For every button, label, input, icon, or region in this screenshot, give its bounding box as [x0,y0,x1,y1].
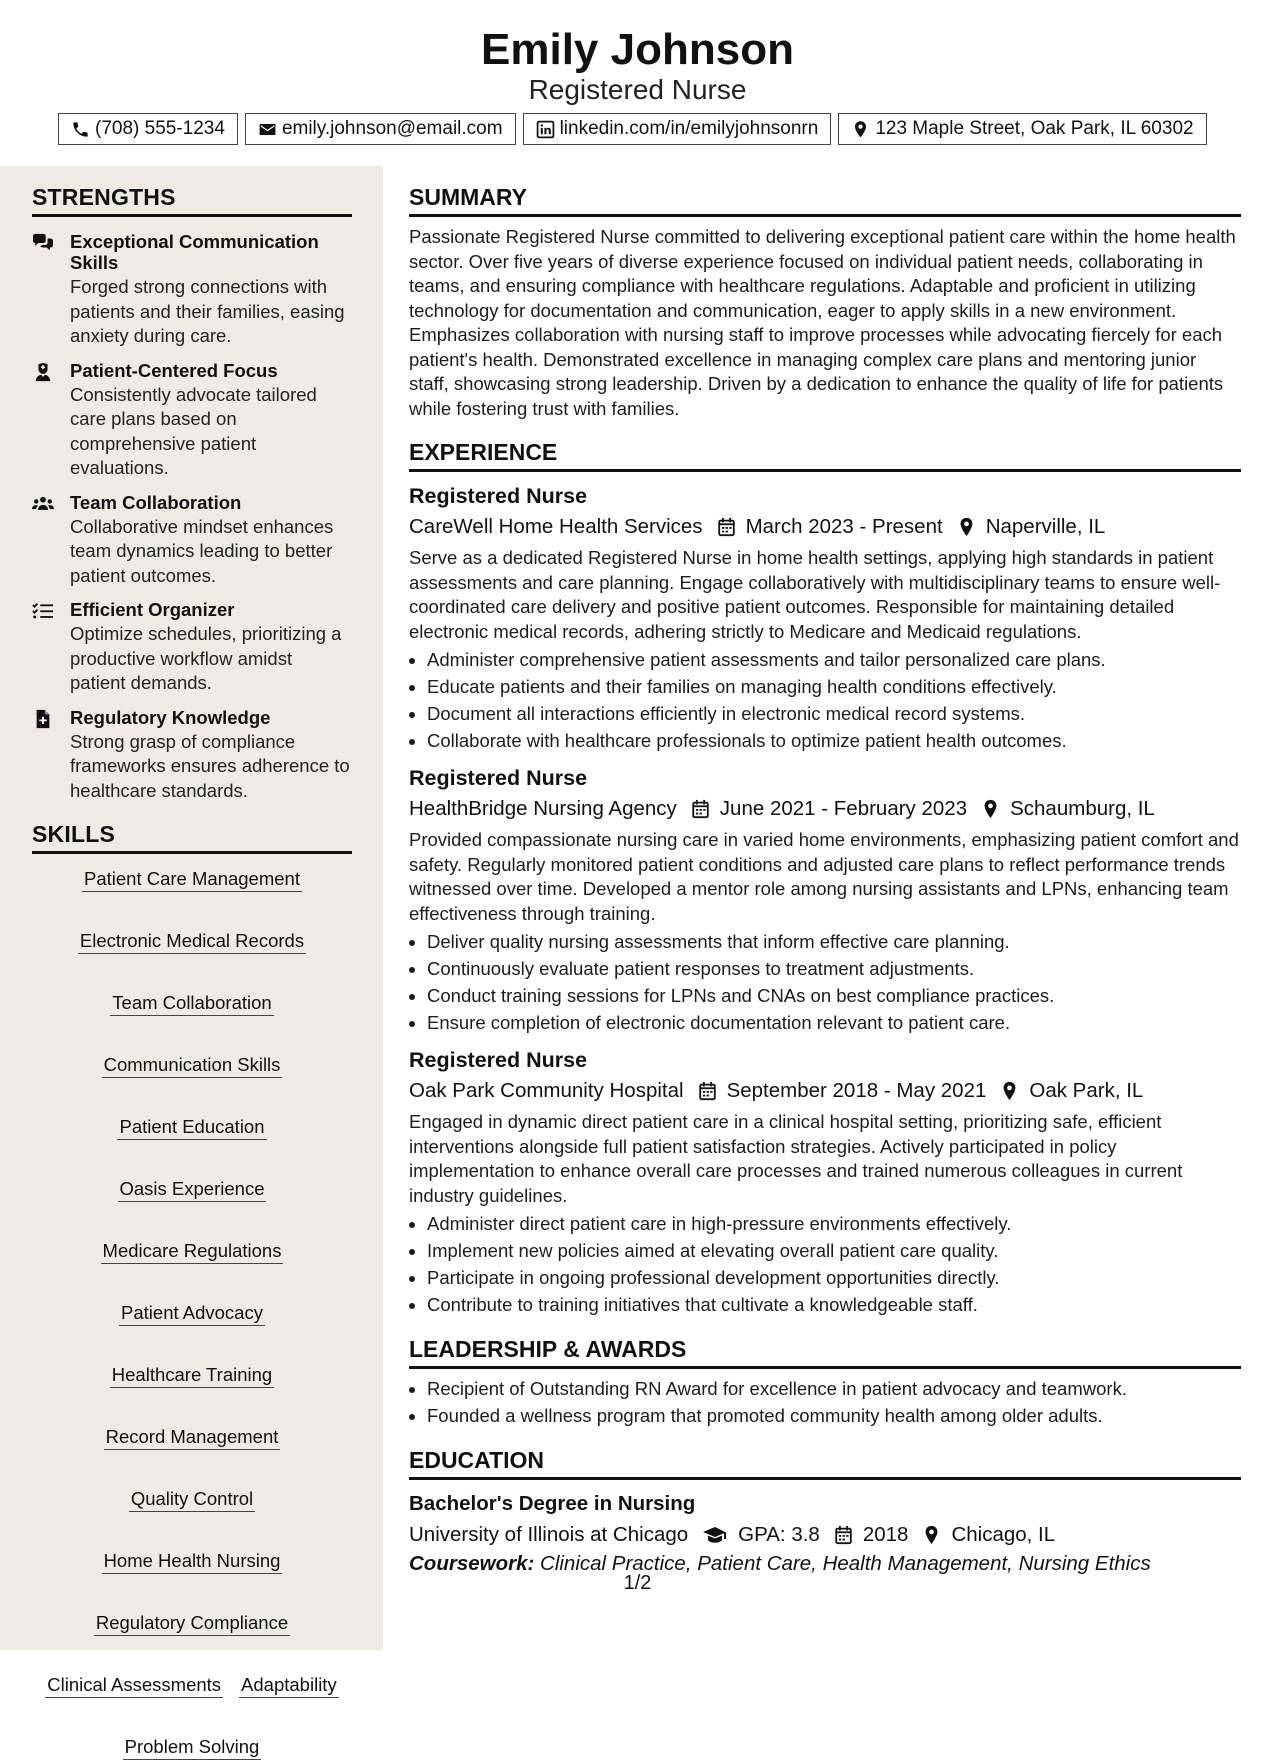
strength-title: Exceptional Communication Skills [70,231,319,273]
contact-bar [58,113,1207,145]
strength-item [32,492,352,589]
calendar-icon [698,1081,717,1101]
strength-item [32,360,352,481]
strength-desc: Consistently advocate tailored care plans based on comprehensive patient evaluations. [70,383,317,478]
leadership-bullets [409,1375,1241,1429]
experience-heading: EXPERIENCE [409,437,1241,472]
phone-icon [71,120,90,139]
skill-tag: Record Management [104,1426,281,1450]
job-location: Oak Park, IL [1029,1079,1144,1102]
people-group-icon [32,494,54,514]
skill-tag: Quality Control [129,1488,255,1512]
leadership-bullet: • Founded a wellness program that promoted community health among older adults. [427,1402,1241,1429]
chat-bubbles-icon [32,233,54,253]
skills-heading: SKILLS [32,819,352,854]
skill-tag: Medicare Regulations [101,1240,284,1264]
education-heading: EDUCATION [409,1445,1241,1480]
map-pin-icon [957,517,976,537]
contact-phone-text: (708) 555-1234 [95,118,225,139]
company-name: Oak Park Community Hospital [409,1079,684,1102]
job-bullets [409,646,1241,754]
skill-tag: Patient Education [117,1116,266,1140]
job-bullet: • Implement new policies aimed at elevating overall patient care quality. [427,1237,1241,1264]
strengths-heading: STRENGTHS [32,182,352,217]
job-bullet: • Contribute to training initiatives that cultivate a knowledgeable staff. [427,1291,1241,1318]
job-bullet: • Conduct training sessions for LPNs and CNAs on best compliance practices. [427,982,1241,1009]
skill-tag: Team Collaboration [110,992,273,1016]
job-bullet: • Administer direct patient care in high-pressure environments effectively. [427,1210,1241,1237]
strength-title: Team Collaboration [70,491,242,513]
job-description: Engaged in dynamic direct patient care in a clinical hospital setting, prioritizing safe, efficient interventions alongside full patient satisfaction strategies. Actively participated in policy implementation to enhance overall care processes and trained numerous colleagues in current industry guidelines. [409,1111,1183,1206]
strength-item [32,599,352,696]
contact-address[interactable] [838,113,1206,145]
strength-desc: Collaborative mindset enhances team dynamics leading to better patient outcomes. [70,515,334,586]
nurse-icon [32,362,54,382]
job-bullet: • Deliver quality nursing assessments that inform effective care planning. [427,928,1241,955]
job-bullet: • Document all interactions efficiently in electronic medical record systems. [427,700,1241,727]
contact-email[interactable] [245,113,516,145]
job-bullets [409,928,1241,1036]
job-dates: March 2023 - Present [745,515,943,538]
skill-tag: Patient Care Management [82,868,302,892]
coursework-label: Coursework: [409,1552,535,1575]
job-bullet: • Participate in ongoing professional development opportunities directly. [427,1264,1241,1291]
strength-desc: Strong grasp of compliance frameworks ensures adherence to healthcare standards. [70,730,350,801]
experience-entry [409,764,1241,1036]
contact-phone[interactable] [58,113,238,145]
calendar-icon [691,799,710,819]
contact-address-text: 123 Maple Street, Oak Park, IL 60302 [875,118,1194,139]
job-bullet: • Educate patients and their families on managing health conditions effectively. [427,673,1241,700]
school-location: Chicago, IL [951,1523,1056,1546]
job-bullet: • Administer comprehensive patient assessments and tailor personalized care plans. [427,646,1241,673]
skill-tag: Adaptability [239,1674,339,1698]
candidate-title: Registered Nurse [528,74,747,105]
checklist-icon [32,601,54,621]
skill-tag: Healthcare Training [110,1364,274,1388]
map-pin-icon [981,799,1000,819]
job-bullet: • Ensure completion of electronic documentation relevant to patient care. [427,1009,1241,1036]
skill-tag: Electronic Medical Records [78,930,306,954]
contact-linkedin-text: linkedin.com/in/emilyjohnsonrn [559,118,819,139]
education-meta [409,1520,1241,1550]
strength-title: Patient-Centered Focus [70,359,278,381]
job-title: Registered Nurse [409,484,588,508]
strength-title: Efficient Organizer [70,599,235,620]
job-description: Provided compassionate nursing care in varied home environments, emphasizing patient comfort and safety. Regularly monitored patient conditions and adjusted care plans to reflect performance trends witnessed over time. Developed a mentor role among nursing assistants and LPNs, enhancing team effectiveness through training. [409,829,1239,924]
contact-email-text: emily.johnson@email.com [281,118,503,139]
job-location: Naperville, IL [985,515,1106,538]
envelope-icon [258,120,277,139]
job-bullet: • Collaborate with healthcare professionals to optimize patient health outcomes. [427,727,1241,754]
skill-tag: Communication Skills [102,1054,283,1078]
degree-title: Bachelor's Degree in Nursing [409,1492,696,1515]
skills-list [32,868,352,1760]
job-title: Registered Nurse [409,1048,588,1072]
candidate-name: Emily Johnson [481,25,794,74]
sidebar [0,166,383,1757]
summary-text: Passionate Registered Nurse committed to delivering exceptional patient care within the home health sector. Over five years of diverse experience focused on individual patient needs, collaborating in teams, and ensuring compliance with healthcare regulations. Adaptable and proficient in utilizing technology for documentation and communication, eager to apply skills in a new environment. Emphasizes collaboration with nursing staff to improve processes while advocating fiercely for each patient's health. Demonstrated excellence in managing complex care plans and mentoring junior staff, showcasing strong leadership. Driven by a dedication to enhance the quality of life for patients while fostering trust with families. [409,226,1236,419]
experience-entry [409,1046,1241,1318]
job-dates: September 2018 - May 2021 [726,1079,987,1102]
skill-tag: Oasis Experience [118,1178,267,1202]
company-name: CareWell Home Health Services [409,515,703,538]
strength-item [32,707,352,804]
map-pin-icon [922,1525,941,1545]
skill-tag: Problem Solving [123,1736,262,1760]
map-pin-icon [1000,1081,1019,1101]
strength-desc: Optimize schedules, prioritizing a productive workflow amidst patient demands. [70,623,342,693]
job-description: Serve as a dedicated Registered Nurse in home health settings, applying high standards in patient assessments and care planning. Engage collaboratively with multidisciplinary teams to ensure well-coordinated care delivery and positive patient outcomes. Responsible for maintaining detailed electronic medical records, adhering strictly to Medicare and Medicaid regulations. [409,547,1221,642]
job-title: Registered Nurse [409,766,588,790]
school-name: University of Illinois at Chicago [409,1523,689,1546]
leadership-heading: LEADERSHIP & AWARDS [409,1334,1241,1369]
calendar-icon [717,517,736,537]
skill-tag: Clinical Assessments [45,1674,223,1698]
calendar-icon [834,1525,853,1545]
skill-tag: Patient Advocacy [119,1302,265,1326]
job-bullets [409,1210,1241,1318]
job-meta [409,512,1241,542]
graduation-cap-icon [702,1525,728,1545]
job-dates: June 2021 - February 2023 [719,797,968,820]
contact-linkedin[interactable] [523,113,832,145]
job-meta [409,794,1241,824]
strength-title: Regulatory Knowledge [70,706,271,728]
strength-desc: Forged strong connections with patients and their families, easing anxiety during care. [70,276,345,346]
company-name: HealthBridge Nursing Agency [409,797,677,820]
job-bullet: • Continuously evaluate patient responses to treatment adjustments. [427,955,1241,982]
skill-tag: Regulatory Compliance [94,1612,290,1636]
summary-heading: SUMMARY [409,182,1241,217]
coursework-list: Clinical Practice, Patient Care, Health Management, Nursing Ethics [540,1552,1151,1575]
leadership-bullet: • Recipient of Outstanding RN Award for excellence in patient advocacy and teamwork. [427,1375,1241,1402]
job-meta [409,1076,1241,1106]
strengths-list [32,231,352,803]
main-content [409,166,1241,1578]
linkedin-icon [536,120,555,139]
graduation-year: 2018 [862,1523,909,1546]
experience-entry [409,482,1241,754]
page-number: 1/2 [623,1572,652,1594]
map-pin-icon [851,120,870,139]
strength-item [32,231,352,349]
gpa: GPA: 3.8 [738,1523,820,1546]
skill-tag: Home Health Nursing [102,1550,283,1574]
medical-file-icon [32,709,54,729]
job-location: Schaumburg, IL [1010,797,1155,820]
